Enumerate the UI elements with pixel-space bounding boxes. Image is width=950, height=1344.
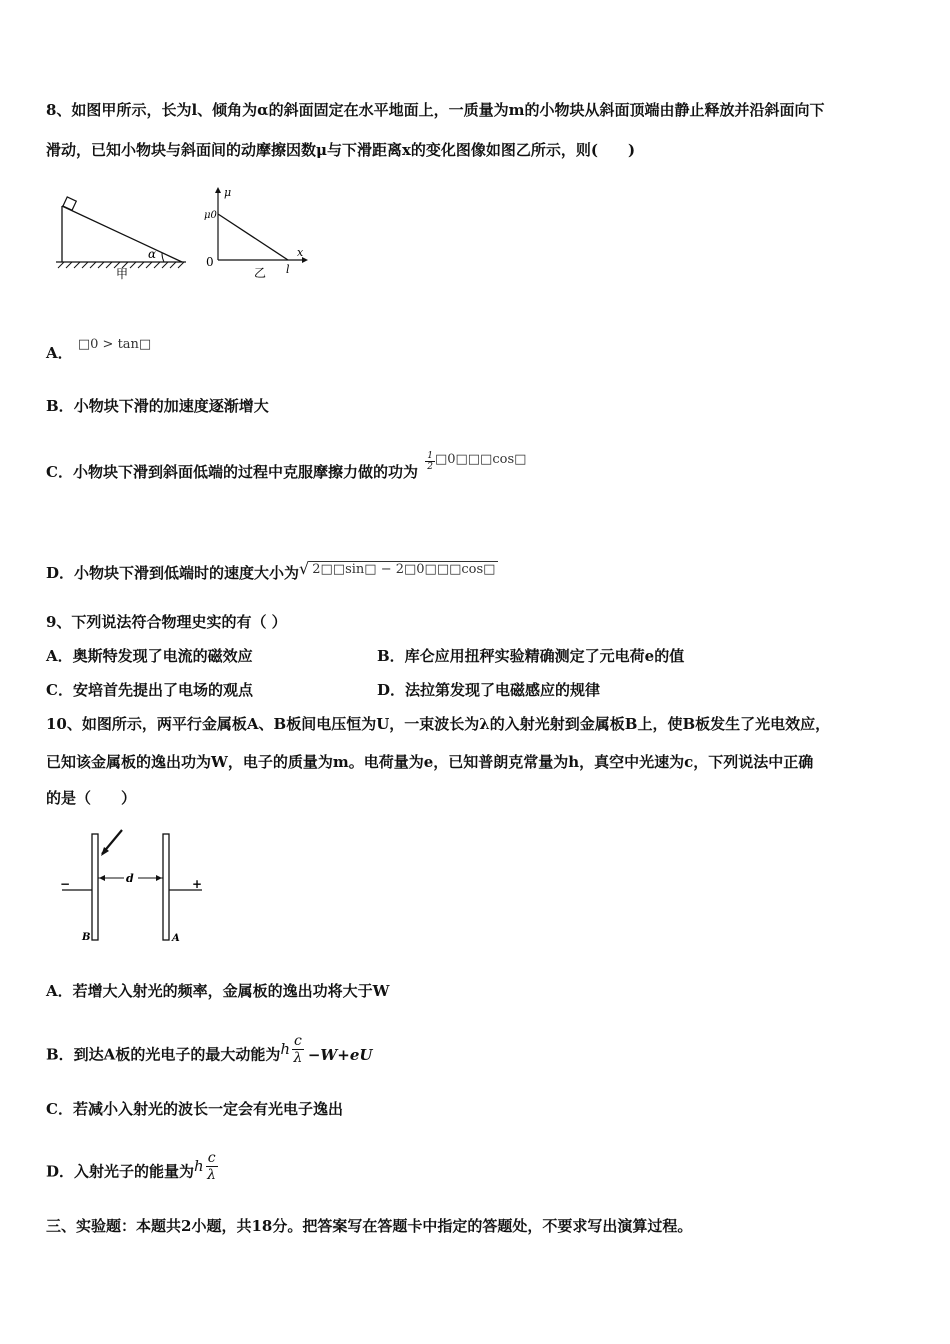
- q8-option-a: [46, 337, 152, 365]
- angle-alpha-label: α: [148, 247, 157, 261]
- q10-option-b-fraction: [292, 1033, 304, 1066]
- block-icon: [63, 197, 76, 210]
- q9-option-d: D．法拉第发现了电磁感应的规律: [377, 681, 601, 699]
- plus-terminal-label: +: [192, 877, 203, 891]
- plate-b-label: B: [82, 932, 91, 943]
- q10-option-d-frac-num: c: [207, 1150, 216, 1166]
- yi-x-tick-label: l: [286, 263, 290, 276]
- q8-figure-yi: [200, 184, 315, 280]
- q9-stem: 9、下列说法符合物理史实的有（ ）: [46, 613, 287, 631]
- yi-y-tick-label: μ0: [204, 210, 217, 221]
- q10-option-c: C．若减小入射光的波长一定会有光电子逸出: [46, 1100, 343, 1118]
- q10-option-d-fraction: [206, 1150, 218, 1183]
- q8-stem-line2: 滑动，已知小物块与斜面间的动摩擦因数μ与下滑距离x的变化图像如图乙所示，则( ): [46, 141, 636, 159]
- section3-heading: 三、实验题：本题共2小题，共18分。把答案写在答题卡中指定的答题处，不要求写出演算过程。: [46, 1217, 693, 1235]
- q10-stem-line1: 10、如图所示，两平行金属板A、B板间电压恒为U，一束波长为λ的入射光射到金属板B上，使B板发生了光电效应，: [46, 715, 831, 733]
- plate-a-label: A: [172, 933, 180, 944]
- q10-option-d-text: D．入射光子的能量为: [46, 1162, 195, 1181]
- q8-option-c-fraction: [425, 451, 435, 472]
- yi-x-axis-label: x: [297, 246, 304, 259]
- q10-option-d-h: h: [194, 1156, 204, 1175]
- yi-y-axis-label: μ: [224, 186, 232, 199]
- q10-option-b-frac-num: c: [294, 1033, 302, 1049]
- q8-option-c-frac-den: 2: [427, 461, 433, 472]
- q8-option-c-text: 小物块下滑到斜面低端的过程中克服摩擦力做的功为: [72, 463, 418, 481]
- q9-option-c: C．安培首先提出了电场的观点: [46, 681, 253, 699]
- q10-option-d-frac-den: λ: [207, 1167, 217, 1183]
- q9-option-a: A．奥斯特发现了电流的磁效应: [46, 647, 253, 665]
- sqrt-icon: √: [299, 559, 310, 578]
- q8-stem-line1: 8、如图甲所示，长为l、倾角为α的斜面固定在水平地面上，一质量为m的小物块从斜面顶端由静止释放并沿斜面向下: [46, 101, 825, 119]
- plate-b: [92, 834, 98, 940]
- minus-terminal-label: −: [60, 877, 71, 891]
- q8-option-d-math: 2□□sin□ − 2□0□□□cos□: [309, 561, 498, 577]
- yi-origin-label: 0: [206, 255, 214, 269]
- plate-a: [163, 834, 169, 940]
- q8-option-b-text: 小物块下滑的加速度逐渐增大: [73, 397, 269, 415]
- q10-option-d: [46, 1150, 218, 1189]
- q8-option-c-frac-num: 1: [427, 450, 433, 461]
- q10-stem-line3: 的是（ ）: [46, 789, 137, 807]
- q8-option-c-math: □0□□□cos□: [434, 452, 527, 467]
- q10-option-b: [46, 1033, 373, 1072]
- q10-option-b-frac-den: λ: [293, 1050, 303, 1066]
- fig-yi-caption: 乙: [254, 266, 267, 280]
- q8-option-d-text: 小物块下滑到低端时的速度大小为: [74, 564, 300, 582]
- q8-option-a-label: A．: [46, 344, 73, 362]
- q9-option-b: B．库仑应用扭秤实验精确测定了元电荷e的值: [377, 647, 685, 665]
- distance-d-label: d: [126, 872, 134, 885]
- q10-option-b-tail: −W+eU: [307, 1045, 373, 1064]
- q8-option-d: [46, 559, 498, 585]
- q8-option-d-label: D．: [46, 564, 75, 582]
- fig-jia-caption: 甲: [116, 267, 129, 280]
- q8-option-c-label: C．: [46, 463, 73, 481]
- q8-option-b: [46, 396, 269, 416]
- q10-option-b-h: h: [280, 1039, 290, 1058]
- q8-option-c: [46, 450, 527, 484]
- q8-option-b-label: B．: [46, 397, 74, 415]
- q8-figure-jia: [52, 192, 192, 280]
- q10-option-b-text: B．到达A板的光电子的最大动能为: [46, 1045, 281, 1064]
- q10-option-a: A．若增大入射光的频率，金属板的逸出功将大于W: [46, 982, 390, 1000]
- q8-option-a-math: □0 > tan□: [77, 337, 152, 352]
- q10-stem-line2: 已知该金属板的逸出功为W，电子的质量为m。电荷量为e，已知普朗克常量为h，真空中光速为c，下列说法中正确: [46, 753, 814, 771]
- q10-figure: [56, 828, 208, 950]
